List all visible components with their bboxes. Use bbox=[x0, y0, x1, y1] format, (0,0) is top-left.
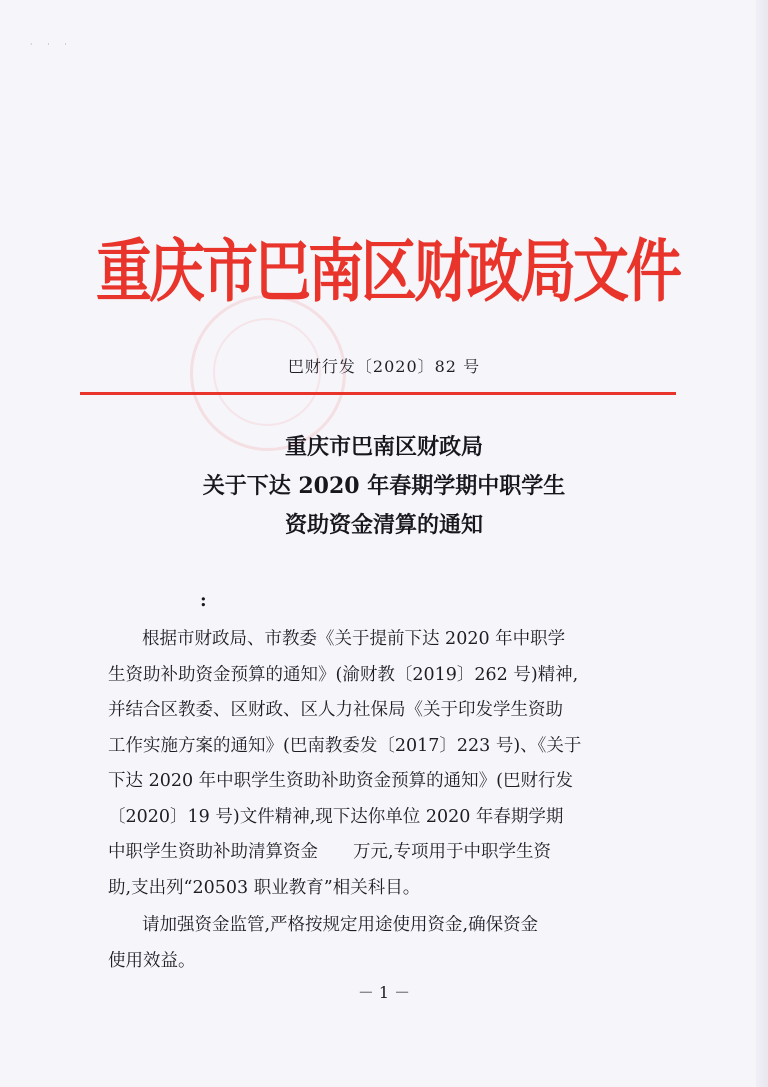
scan-specks: · · · bbox=[30, 40, 73, 49]
red-divider-line bbox=[80, 392, 676, 395]
body-line: 中职学生资助补助清算资金 万元,专项用于中职学生资 bbox=[108, 842, 552, 862]
body-line: 根据市财政局、市教委《关于提前下达 2020 年中职学 bbox=[142, 629, 566, 649]
body-line: 工作实施方案的通知》(巴南教委发〔2017〕223 号)、《关于 bbox=[108, 735, 582, 756]
agency-document-title: 重庆市巴南区财政局文件 bbox=[96, 231, 679, 312]
body-line: 生资助补助资金预算的通知》(渝财教〔2019〕262 号)精神, bbox=[108, 664, 579, 685]
body-line: 〔2020〕19 号)文件精神,现下达你单位 2020 年春期学期 bbox=[108, 806, 564, 827]
body-line: 助,支出列“20503 职业教育”相关科目。 bbox=[108, 877, 421, 898]
notice-title-line: 资助资金清算的通知 bbox=[284, 512, 483, 538]
notice-title-line: 重庆市巴南区财政局 bbox=[284, 434, 483, 460]
notice-title bbox=[0, 428, 768, 545]
body-line: 使用效益。 bbox=[108, 950, 196, 971]
body-line: 下达 2020 年中职学生资助补助资金预算的通知》(巴财行发 bbox=[108, 771, 573, 791]
notice-body bbox=[108, 622, 648, 979]
body-line: 并结合区教委、区财政、区人力社保局《关于印发学生资助 bbox=[108, 700, 563, 720]
document-number: 巴财行发〔2020〕82 号 bbox=[287, 357, 481, 376]
page-number: － 1 － bbox=[357, 983, 411, 1002]
notice-title-line: 关于下达 2020 年春期学期中职学生 bbox=[202, 473, 566, 499]
body-line: 请加强资金监管,严格按规定用途使用资金,确保资金 bbox=[142, 915, 539, 935]
recipient-line: : bbox=[200, 590, 207, 611]
